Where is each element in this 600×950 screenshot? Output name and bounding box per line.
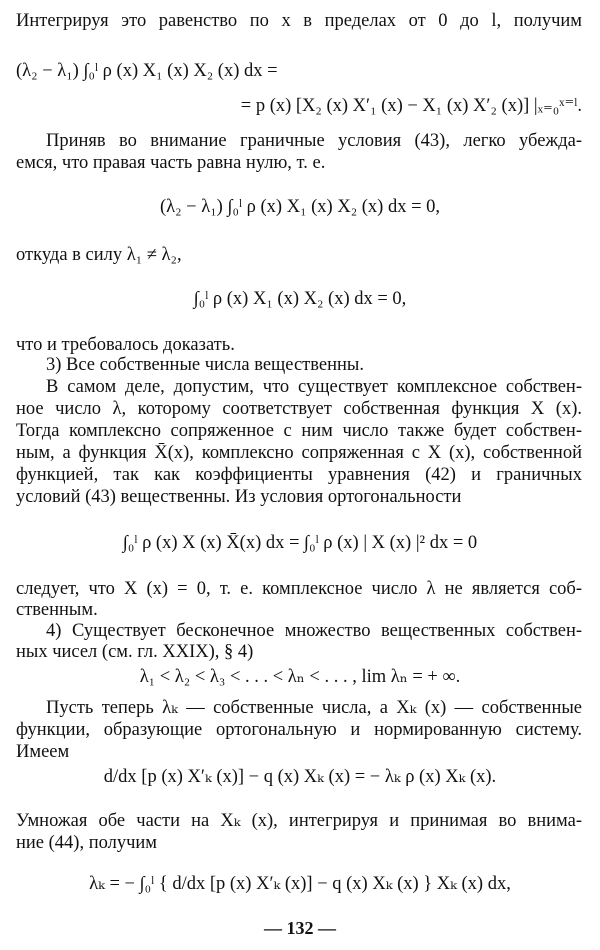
equation-line-1: (λ₂ − λ₁) ∫₀ˡ ρ (x) X₁ (x) X₂ (x) dx = <box>16 61 278 81</box>
text-line-4: откуда в силу λ₁ ≠ λ₂, <box>16 245 182 265</box>
text-line-3: емся, что правая часть равна нулю, т. е. <box>16 153 326 173</box>
text-line-12: условий (43) вещественны. Из условия ортогональности <box>16 487 462 507</box>
equation-line-7: d/dx [p (x) X′ₖ (x)] − q (x) Xₖ (x) = − λₖ ρ (x) Xₖ (x). <box>103 767 497 787</box>
text-line-2: Приняв во внимание граничные условия (43), легко убежда- <box>46 131 582 151</box>
text-line-8: ное число λ, которому соответствует собственная функция X (x). <box>16 399 582 419</box>
text-line-1: Интегрируя это равенство по x в пределах от 0 до l, получим <box>16 11 582 31</box>
equation-line-8: λₖ = − ∫₀ˡ { d/dx [p (x) X′ₖ (x)] − q (x) Xₖ (x) } Xₖ (x) dx, <box>89 874 511 894</box>
text-line-17: Пусть теперь λₖ — собственные числа, а Xₖ (x) — собственные <box>46 698 582 718</box>
text-line-16: ных чисел (см. гл. XXIX), § 4) <box>16 642 254 662</box>
text-line-19: Имеем <box>16 742 70 762</box>
text-line-15: 4) Существует бесконечное множество вещественных собствен- <box>46 621 582 641</box>
text-line-13: следует, что X (x) = 0, т. е. комплексное число λ не является соб- <box>16 579 582 599</box>
text-line-5: что и требовалось доказать. <box>16 335 235 355</box>
equation-line-2: = p (x) [X₂ (x) X′₁ (x) − X₁ (x) X′₂ (x)] |ₓ₌₀ˣ⁼ˡ. <box>240 96 582 116</box>
text-line-21: ние (44), получим <box>16 833 158 853</box>
equation-line-5: ∫₀ˡ ρ (x) X (x) X̄(x) dx = ∫₀ˡ ρ (x) | X (x) |² dx = 0 <box>122 533 478 553</box>
page-number: — 132 — <box>264 918 336 938</box>
text-line-7: В самом деле, допустим, что существует комплексное собствен- <box>46 377 582 397</box>
text-line-9: Тогда комплексно сопряженное с ним число также будет собствен- <box>16 421 582 441</box>
equation-line-3: (λ₂ − λ₁) ∫₀ˡ ρ (x) X₁ (x) X₂ (x) dx = 0, <box>159 197 441 217</box>
text-line-18: функции, образующие ортогональную и нормированную систему. <box>16 720 582 740</box>
text-line-11: функцией, так как коэффициенты уравнения (42) и граничных <box>16 465 582 485</box>
equation-line-4: ∫₀ˡ ρ (x) X₁ (x) X₂ (x) dx = 0, <box>193 289 407 309</box>
text-line-6 <box>46 354 582 376</box>
text-line-14: ственным. <box>16 600 98 620</box>
text-line-10: ным, а функция X̄(x), комплексно сопряженная с X (x), собственной <box>16 443 582 463</box>
text-line-20: Умножая обе части на Xₖ (x), интегрируя и принимая во внима- <box>16 811 582 831</box>
equation-line-6: λ₁ < λ₂ < λ₃ < . . . < λₙ < . . . , lim λₙ = + ∞. <box>139 667 461 687</box>
claim-text: 3) Все собственные числа вещественны. <box>46 355 364 375</box>
